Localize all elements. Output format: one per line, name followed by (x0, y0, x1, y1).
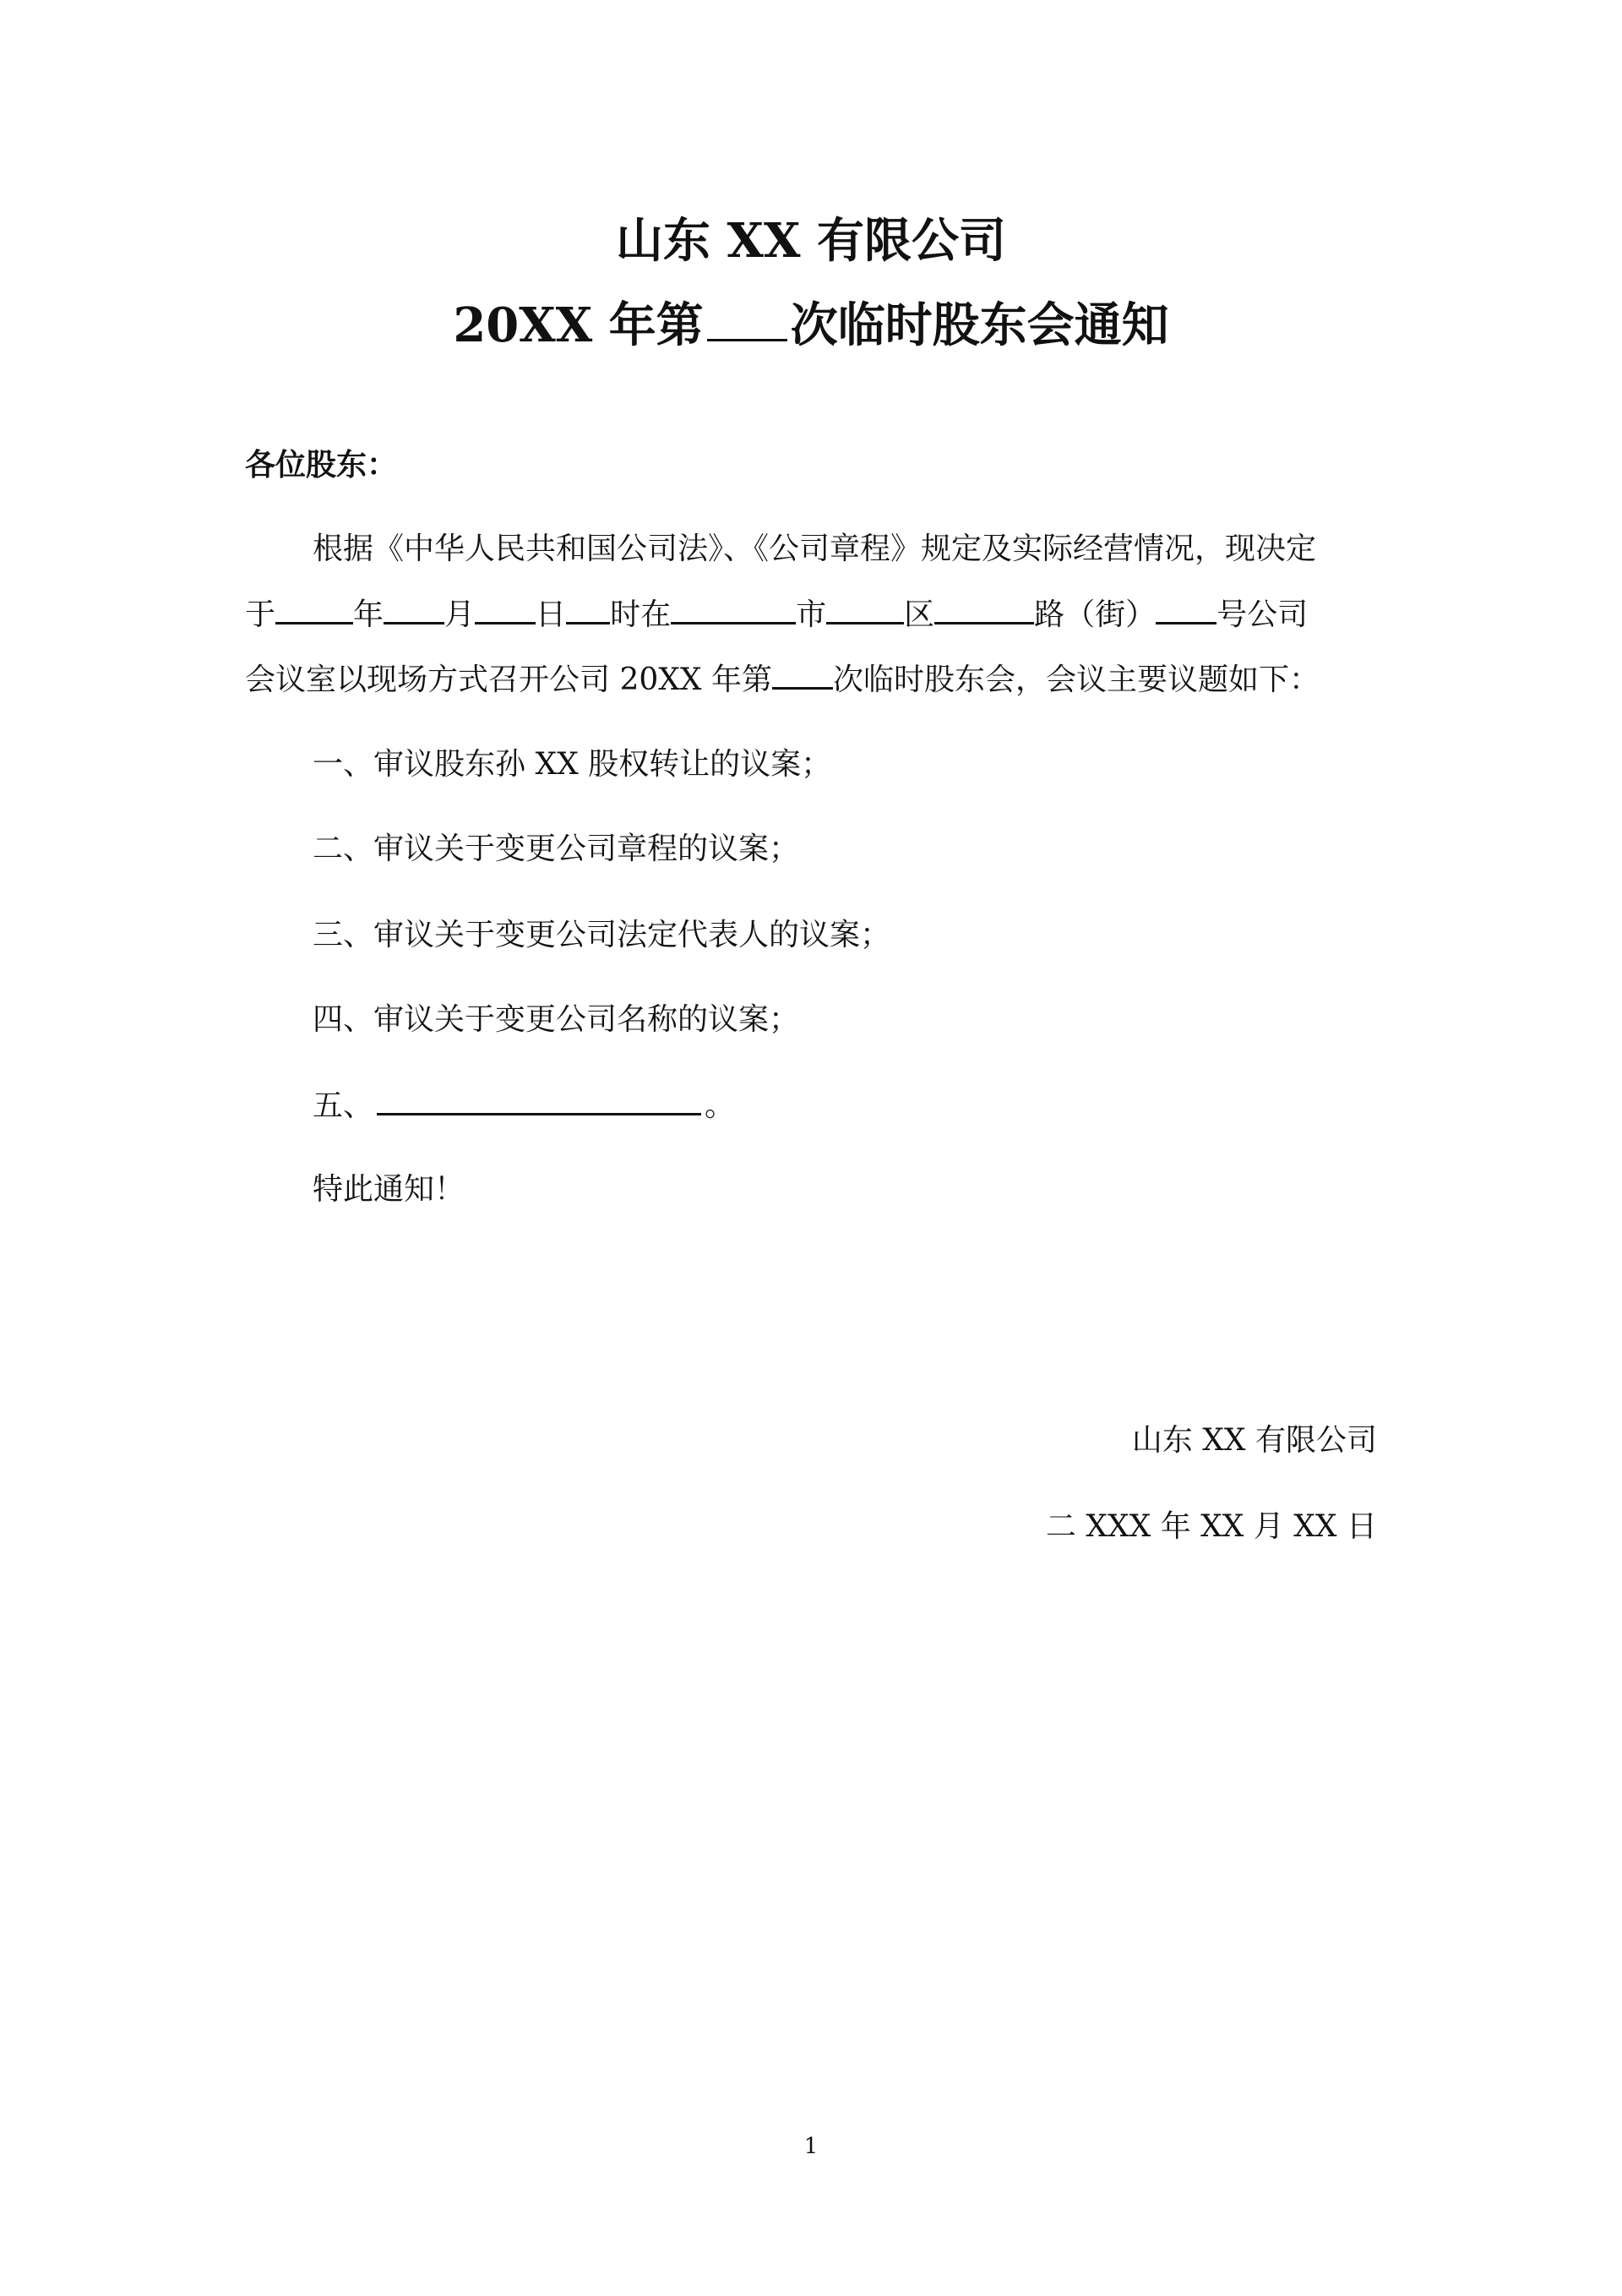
agenda-item-5-suffix: 。 (705, 1088, 736, 1124)
agenda-item-2: 二、审议关于变更公司章程的议案； (313, 832, 800, 866)
notice-title-suffix: 次临时股东会通知 (790, 297, 1169, 353)
road-blank (934, 593, 1034, 624)
body-text-yu: 于 (245, 597, 276, 633)
salutation: 各位股东： (245, 447, 398, 483)
body-text-hao: 号公司 (1216, 597, 1309, 633)
body-line-1: 根据《中华人民共和国公司法》、《公司章程》规定及实际经营情况，现决定 (313, 532, 1317, 566)
body-text-yue: 月 (444, 597, 476, 633)
notice-title-prefix: 20XX 年第 (453, 297, 704, 353)
agenda-item-4: 四、审议关于变更公司名称的议案； (313, 1002, 800, 1037)
notice-title (0, 292, 1622, 359)
body-line-2 (245, 593, 1308, 636)
body-text-shizai: 时在 (610, 597, 672, 633)
agenda-item-5-prefix: 五、 (313, 1088, 374, 1124)
day-blank (475, 593, 536, 624)
agenda-item-5-blank (377, 1084, 701, 1115)
year-blank (275, 593, 353, 624)
meeting-session-blank (772, 658, 833, 690)
district-blank (826, 593, 904, 624)
signature-company: 山东 XX 有限公司 (1131, 1423, 1377, 1458)
month-blank (384, 593, 444, 624)
body-line-3-suffix: 次临时股东会，会议主要议题如下： (832, 663, 1320, 698)
agenda-item-5 (313, 1084, 735, 1127)
body-text-qu: 区 (904, 597, 935, 633)
body-line-3-prefix: 会议室以现场方式召开公司 20XX 年第 (245, 663, 772, 698)
agenda-item-1: 一、审议股东孙 XX 股权转让的议案； (313, 747, 832, 782)
closing-text: 特此通知！ (313, 1172, 465, 1207)
body-line-3 (245, 658, 1320, 701)
hour-blank (566, 593, 610, 624)
body-text-nian: 年 (353, 597, 384, 633)
signature-date: 二 XXX 年 XX 月 XX 日 (1045, 1509, 1377, 1544)
page-number: 1 (803, 2134, 819, 2159)
company-title: 山东 XX 有限公司 (616, 213, 1006, 269)
session-number-blank (707, 294, 787, 341)
body-text-lujie: 路（街） (1034, 597, 1157, 633)
body-text-shi: 市 (796, 597, 827, 633)
body-text-ri: 日 (536, 597, 567, 633)
number-blank (1156, 593, 1216, 624)
city-blank (671, 593, 796, 624)
agenda-item-3: 三、审议关于变更公司法定代表人的议案； (313, 918, 891, 952)
